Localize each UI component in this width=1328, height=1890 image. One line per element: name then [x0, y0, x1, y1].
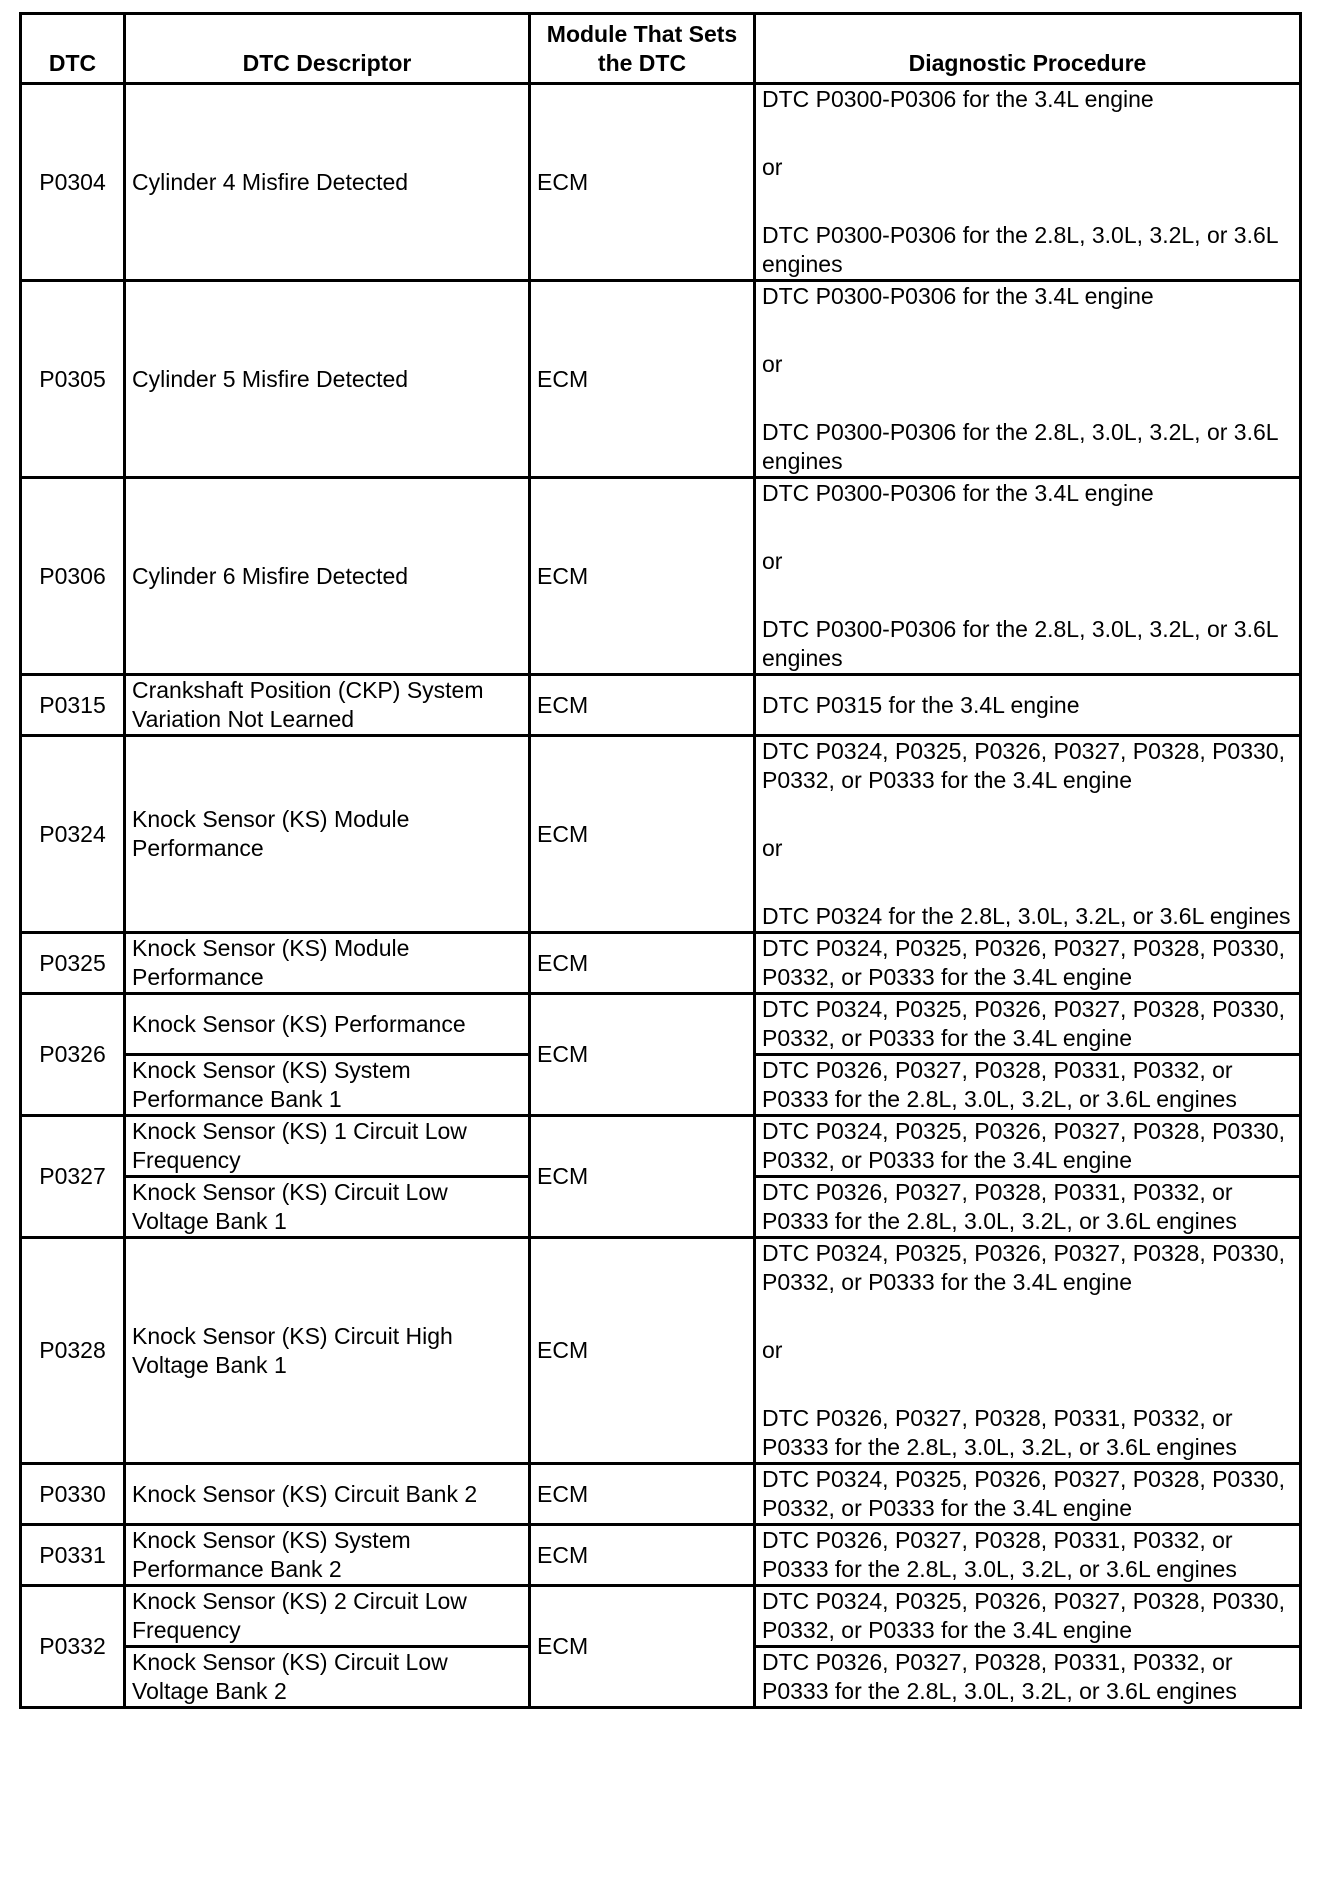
- header-row: [21, 14, 1301, 84]
- diagnostic-procedure: [755, 281, 1301, 478]
- table-row: [21, 736, 1301, 933]
- procedure-text: DTC P0300-P0306 for the 3.4L engine: [762, 480, 1154, 506]
- dtc-table: [19, 12, 1302, 1709]
- dtc-descriptor: Knock Sensor (KS) System Performance Bank 2: [125, 1525, 530, 1586]
- dtc-code: P0331: [21, 1525, 125, 1586]
- dtc-descriptor: Knock Sensor (KS) Module Performance: [125, 736, 530, 933]
- diagnostic-procedure: [755, 478, 1301, 675]
- module: ECM: [530, 933, 755, 994]
- dtc-descriptor: Cylinder 5 Misfire Detected: [125, 281, 530, 478]
- diagnostic-procedure: [755, 1464, 1301, 1525]
- diagnostic-procedure: [755, 84, 1301, 281]
- module: ECM: [530, 1525, 755, 1586]
- table-row: [21, 1464, 1301, 1525]
- dtc-descriptor: Knock Sensor (KS) Module Performance: [125, 933, 530, 994]
- dtc-code: P0332: [21, 1586, 125, 1708]
- dtc-code: P0326: [21, 994, 125, 1116]
- module: ECM: [530, 1464, 755, 1525]
- procedure-text: DTC P0324 for the 2.8L, 3.0L, 3.2L, or 3.6L engines: [762, 903, 1291, 929]
- procedure-text: DTC P0300-P0306 for the 2.8L, 3.0L, 3.2L, or 3.6L engines: [762, 222, 1278, 277]
- module: ECM: [530, 675, 755, 736]
- procedure-or: or: [762, 351, 783, 377]
- table-row: [21, 933, 1301, 994]
- dtc-code: P0330: [21, 1464, 125, 1525]
- diagnostic-procedure: DTC P0324, P0325, P0326, P0327, P0328, P0330, P0332, or P0333 for the 3.4L engine: [755, 994, 1301, 1055]
- diagnostic-procedure: DTC P0324, P0325, P0326, P0327, P0328, P0330, P0332, or P0333 for the 3.4L engine: [755, 1586, 1301, 1647]
- dtc-descriptor: Knock Sensor (KS) Circuit Low Voltage Bank 1: [125, 1177, 530, 1238]
- module: ECM: [530, 281, 755, 478]
- diagnostic-procedure: [755, 675, 1301, 736]
- diagnostic-procedure: [755, 1238, 1301, 1464]
- header-dtc: DTC: [21, 14, 125, 84]
- procedure-text: DTC P0324, P0325, P0326, P0327, P0328, P0330, P0332, or P0333 for the 3.4L engine: [762, 1466, 1285, 1521]
- procedure-text: DTC P0300-P0306 for the 3.4L engine: [762, 283, 1154, 309]
- dtc-descriptor: Crankshaft Position (CKP) System Variation Not Learned: [125, 675, 530, 736]
- dtc-descriptor: Knock Sensor (KS) Circuit High Voltage Bank 1: [125, 1238, 530, 1464]
- dtc-descriptor: Knock Sensor (KS) 2 Circuit Low Frequency: [125, 1586, 530, 1647]
- dtc-code: P0305: [21, 281, 125, 478]
- procedure-text: DTC P0326, P0327, P0328, P0331, P0332, or P0333 for the 2.8L, 3.0L, 3.2L, or 3.6L engines: [762, 1405, 1237, 1460]
- diagnostic-procedure: DTC P0326, P0327, P0328, P0331, P0332, or P0333 for the 2.8L, 3.0L, 3.2L, or 3.6L engines: [755, 1647, 1301, 1708]
- table-row: [21, 478, 1301, 675]
- procedure-text: DTC P0324, P0325, P0326, P0327, P0328, P0330, P0332, or P0333 for the 3.4L engine: [762, 935, 1285, 990]
- header-module: Module That Sets the DTC: [530, 14, 755, 84]
- procedure-text: DTC P0326, P0327, P0328, P0331, P0332, or P0333 for the 2.8L, 3.0L, 3.2L, or 3.6L engines: [762, 1527, 1237, 1582]
- table-row: [21, 1586, 1301, 1647]
- procedure-or: or: [762, 835, 783, 861]
- diagnostic-procedure: [755, 736, 1301, 933]
- header-descriptor: DTC Descriptor: [125, 14, 530, 84]
- procedure-or: or: [762, 548, 783, 574]
- table-row: [21, 281, 1301, 478]
- dtc-descriptor: Cylinder 4 Misfire Detected: [125, 84, 530, 281]
- dtc-code: P0325: [21, 933, 125, 994]
- procedure-or: or: [762, 1337, 783, 1363]
- module: ECM: [530, 478, 755, 675]
- dtc-code: P0304: [21, 84, 125, 281]
- module: ECM: [530, 736, 755, 933]
- dtc-descriptor: Knock Sensor (KS) System Performance Bank 1: [125, 1055, 530, 1116]
- procedure-text: DTC P0300-P0306 for the 2.8L, 3.0L, 3.2L, or 3.6L engines: [762, 419, 1278, 474]
- diagnostic-procedure: [755, 1525, 1301, 1586]
- procedure-text: DTC P0315 for the 3.4L engine: [762, 691, 1080, 718]
- diagnostic-procedure: DTC P0324, P0325, P0326, P0327, P0328, P0330, P0332, or P0333 for the 3.4L engine: [755, 1116, 1301, 1177]
- procedure-text: DTC P0324, P0325, P0326, P0327, P0328, P0330, P0332, or P0333 for the 3.4L engine: [762, 738, 1285, 793]
- module: ECM: [530, 1586, 755, 1708]
- dtc-code: P0306: [21, 478, 125, 675]
- diagnostic-procedure: [755, 933, 1301, 994]
- table-row: [21, 1525, 1301, 1586]
- table-row: [21, 1238, 1301, 1464]
- procedure-text: DTC P0324, P0325, P0326, P0327, P0328, P0330, P0332, or P0333 for the 3.4L engine: [762, 1240, 1285, 1295]
- procedure-text: DTC P0300-P0306 for the 2.8L, 3.0L, 3.2L, or 3.6L engines: [762, 616, 1278, 671]
- dtc-descriptor: Knock Sensor (KS) 1 Circuit Low Frequency: [125, 1116, 530, 1177]
- module: ECM: [530, 84, 755, 281]
- dtc-descriptor: Knock Sensor (KS) Performance: [125, 994, 530, 1055]
- dtc-code: P0328: [21, 1238, 125, 1464]
- diagnostic-procedure: DTC P0326, P0327, P0328, P0331, P0332, or P0333 for the 2.8L, 3.0L, 3.2L, or 3.6L engines: [755, 1177, 1301, 1238]
- diagnostic-procedure: DTC P0326, P0327, P0328, P0331, P0332, or P0333 for the 2.8L, 3.0L, 3.2L, or 3.6L engines: [755, 1055, 1301, 1116]
- procedure-or: or: [762, 154, 783, 180]
- table-row: [21, 84, 1301, 281]
- dtc-code: P0327: [21, 1116, 125, 1238]
- dtc-code: P0315: [21, 675, 125, 736]
- table-row: [21, 1116, 1301, 1177]
- table-row: [21, 994, 1301, 1055]
- module: ECM: [530, 1116, 755, 1238]
- header-procedure: Diagnostic Procedure: [755, 14, 1301, 84]
- dtc-descriptor: Cylinder 6 Misfire Detected: [125, 478, 530, 675]
- module: ECM: [530, 994, 755, 1116]
- module: ECM: [530, 1238, 755, 1464]
- dtc-descriptor: Knock Sensor (KS) Circuit Bank 2: [125, 1464, 530, 1525]
- dtc-descriptor: Knock Sensor (KS) Circuit Low Voltage Bank 2: [125, 1647, 530, 1708]
- table-row: [21, 675, 1301, 736]
- procedure-text: DTC P0300-P0306 for the 3.4L engine: [762, 86, 1154, 112]
- dtc-code: P0324: [21, 736, 125, 933]
